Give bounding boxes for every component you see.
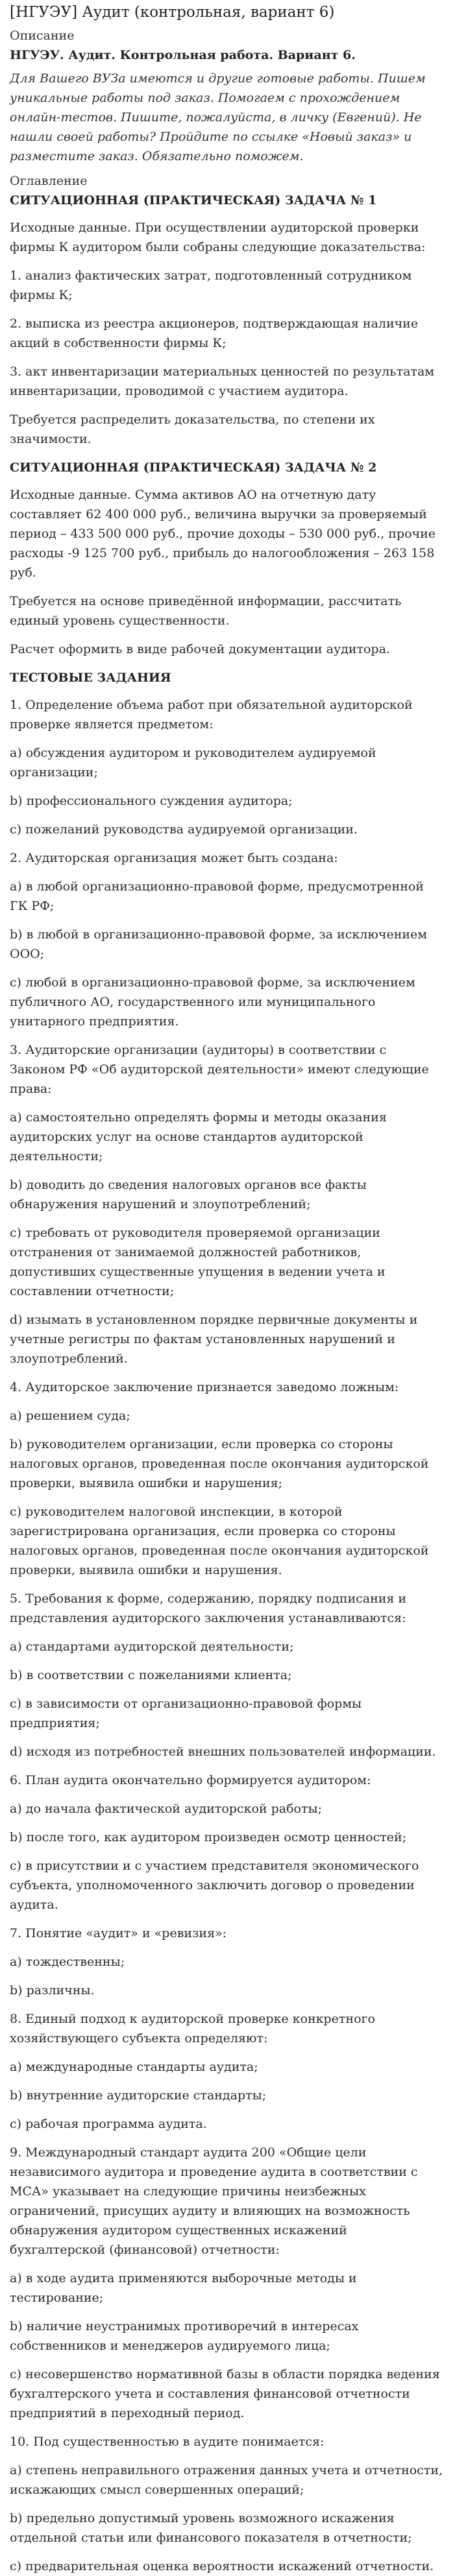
paragraph: 9. Международный стандарт аудита 200 «Общие цели независимого аудитора и проведение аудита в соответствии с МСА» указывает на следующие причины неизбежных ограничений, присущих аудиту и влияющих на возможность обнаружения аудитором существенных искажений бухгалтерской (финансовой) отчетности:: [10, 2145, 418, 2257]
paragraph: c) требовать от руководителя проверяемой организации отстранения от занимаемой должностей работников, допустивших существенные упущения в ведении учета и составлении отчетности;: [10, 1226, 386, 1298]
promo-text: Для Вашего ВУЗа имеются и другие готовые работы. Пишем уникальные работы под заказ. Помогаем с прохождением онлайн-тестов. Пишите, пожалуйста, в личку (Евгений). Не нашли своей работы? Пройдите по ссылке «Новый заказ» и разместите заказ. Обязательно поможем.: [10, 71, 426, 163]
description-label: Описание: [10, 29, 75, 43]
paragraph: Требуется распределить доказательства, по степени их значимости.: [10, 412, 375, 446]
paragraph: a) до начала фактической аудиторской работы;: [10, 1802, 323, 1816]
section-heading: СИТУАЦИОННАЯ (ПРАКТИЧЕСКАЯ) ЗАДАЧА № 1: [10, 193, 377, 208]
paragraph: b) доводить до сведения налоговых органов все факты обнаружения нарушений и злоупотреблений;: [10, 1178, 367, 1211]
paragraph: 4. Аудиторское заключение признается заведомо ложным:: [10, 1380, 399, 1394]
paragraph: a) международные стандарты аудита;: [10, 2060, 258, 2074]
paragraph: 6. План аудита окончательно формируется аудитором:: [10, 1773, 371, 1787]
paragraph: a) в любой организационно-правовой форме, предусмотренной ГК РФ;: [10, 879, 424, 913]
paragraph: a) степень неправильного отражения данных учета и отчетности, искажающих смысл совершенных операций;: [10, 2463, 443, 2497]
paragraph: 3. акт инвентаризации материальных ценностей по результатам инвентаризации, проводимой с участием аудитора.: [10, 364, 435, 398]
paragraph: c) пожеланий руководства аудируемой организации.: [10, 822, 358, 837]
paragraph: 7. Понятие «аудит» и «ревизия»:: [10, 1926, 227, 1940]
paragraph: b) наличие неустранимых противоречий в интересах собственников и менеджеров аудируемого лица;: [10, 2319, 359, 2353]
work-subtitle: НГУЭУ. Аудит. Контрольная работа. Вариант 6.: [10, 48, 356, 62]
paragraph: 5. Требования к форме, содержанию, порядку подписания и представления аудиторского заключения устанавливаются:: [10, 1592, 407, 1625]
paragraph: b) в соответствии с пожеланиями клиента;: [10, 1668, 292, 1682]
paragraph: a) самостоятельно определять формы и методы оказания аудиторских услуг на основе стандартов аудиторской деятельности;: [10, 1110, 387, 1163]
paragraph: 10. Под существенностью в аудите понимается:: [10, 2435, 325, 2449]
paragraph: Расчет оформить в виде рабочей документации аудитора.: [10, 642, 390, 656]
paragraph: 1. Определение объема работ при обязательной аудиторской проверке является предметом:: [10, 698, 413, 732]
paragraph: b) различны.: [10, 1983, 95, 1998]
paragraph: c) любой в организационно-правовой форме, за исключением публичного АО, государственного или муниципального унитарного предприятия.: [10, 975, 415, 1029]
document-content: [10, 191, 445, 2576]
paragraph: c) в зависимости от организационно-правовой формы предприятия;: [10, 1697, 362, 1730]
paragraph: 2. выписка из реестра акционеров, подтверждающая наличие акций в собственности фирмы К;: [10, 316, 419, 350]
paragraph: a) в ходе аудита применяются выборочные методы и тестирование;: [10, 2271, 357, 2305]
page-title: [НГУЭУ] Аудит (контрольная, вариант 6): [10, 4, 335, 21]
paragraph: b) в любой в организационно-правовой форме, за исключением ООО;: [10, 927, 428, 961]
paragraph: 3. Аудиторские организации (аудиторы) в соответствии с Законом РФ «Об аудиторской деятельности» имеют следующие права:: [10, 1043, 429, 1096]
toc-label: Оглавление: [10, 174, 88, 188]
section-heading: СИТУАЦИОННАЯ (ПРАКТИЧЕСКАЯ) ЗАДАЧА № 2: [10, 460, 377, 475]
paragraph: c) предварительная оценка вероятности искажений отчетности.: [10, 2559, 434, 2573]
paragraph: b) после того, как аудитором произведен осмотр ценностей;: [10, 1830, 407, 1844]
paragraph: 8. Единый подход к аудиторской проверке конкретного хозяйствующего субъекта определяют:: [10, 2012, 375, 2045]
paragraph: a) стандартами аудиторской деятельности;: [10, 1640, 294, 1654]
paragraph: b) профессионального суждения аудитора;: [10, 794, 293, 808]
paragraph: a) решением суда;: [10, 1409, 130, 1423]
paragraph: c) несовершенство нормативной базы в области порядка ведения бухгалтерского учета и составления финансовой отчетности предприятий в переходный период.: [10, 2367, 440, 2420]
paragraph: b) внутренние аудиторские стандарты;: [10, 2088, 267, 2103]
paragraph: c) руководителем налоговой инспекции, в которой зарегистрирована организация, если проверка со стороны налоговых органов, проведенная после окончания аудиторской проверки, выявила ошибки и нарушения.: [10, 1505, 429, 1577]
paragraph: c) рабочая программа аудита.: [10, 2117, 207, 2131]
paragraph: a) обсуждения аудитором и руководителем аудируемой организации;: [10, 746, 376, 780]
paragraph: b) предельно допустимый уровень возможного искажения отдельной статьи или финансового показателя в отчетности;: [10, 2511, 412, 2545]
paragraph: a) тождественны;: [10, 1955, 125, 1969]
paragraph: d) исходя из потребностей внешних пользователей информации.: [10, 1745, 436, 1759]
paragraph: b) руководителем организации, если проверка со стороны налоговых органов, проведенная после окончания аудиторской проверки, выявила ошибки и нарушения;: [10, 1437, 429, 1490]
paragraph: Исходные данные. Сумма активов АО на отчетную дату составляет 62 400 000 руб., величина выручки за проверяемый период – 433 500 000 руб., прочие доходы – 530 000 руб., прочие расходы -9 125 700 руб., прибыль до налогообложения – 263 158 руб.: [10, 488, 436, 580]
section-heading: ТЕСТОВЫЕ ЗАДАНИЯ: [10, 671, 171, 685]
paragraph: Требуется на основе приведённой информации, рассчитать единый уровень существенности.: [10, 594, 402, 628]
paragraph: 1. анализ фактических затрат, подготовленный сотрудником фирмы К;: [10, 268, 412, 302]
paragraph: d) изымать в установленном порядке первичные документы и учетные регистры по фактам установленных нарушений и злоупотреблений.: [10, 1313, 418, 1366]
paragraph: Исходные данные. При осуществлении аудиторской проверки фирмы К аудитором были собраны следующие доказательства:: [10, 221, 426, 254]
paragraph: 2. Аудиторская организация может быть создана:: [10, 851, 338, 865]
paragraph: c) в присутствии и с участием представителя экономического субъекта, уполномоченного заключить договор о проведении аудита.: [10, 1859, 419, 1912]
